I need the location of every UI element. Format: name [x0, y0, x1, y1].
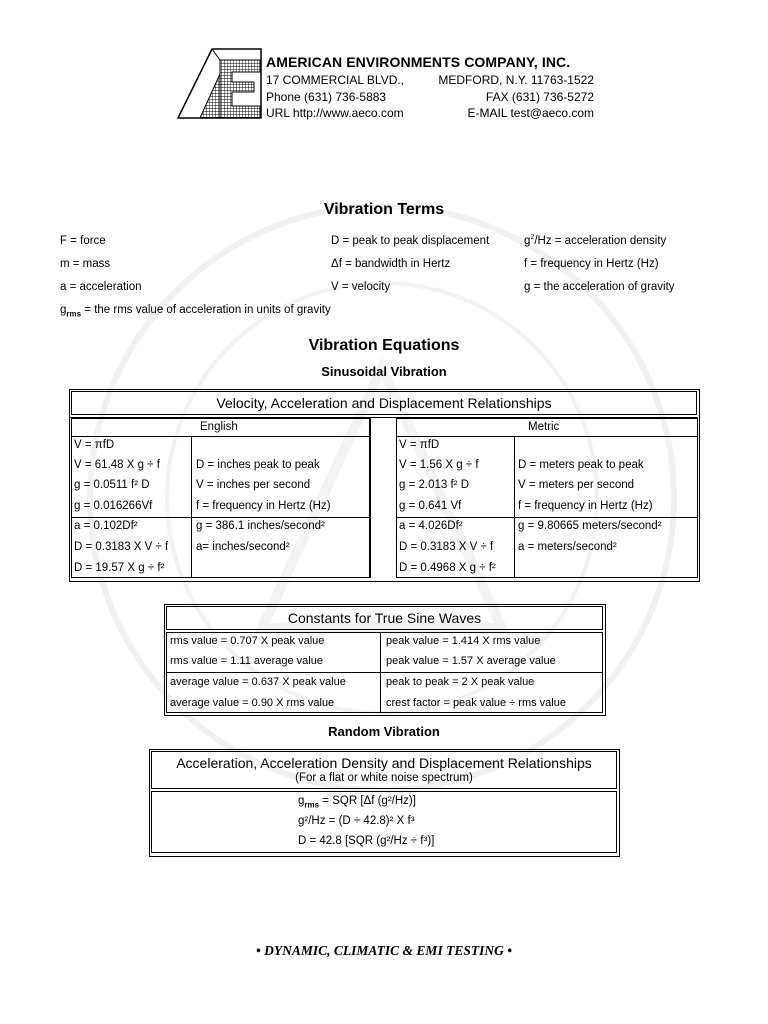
- metric-equation: D = 0.3183 X V ÷ f: [399, 541, 494, 553]
- term-grms: $g_{rms}$ = the rms value of acceleration in units of gravity: [60, 304, 331, 319]
- company-logo: [176, 48, 266, 120]
- english-block: [71, 418, 370, 578]
- random-vibration-heading: Random Vibration: [328, 724, 440, 739]
- english-definition: D = inches peak to peak: [196, 459, 320, 471]
- metric-equation: g = 2.013 f² D: [399, 479, 469, 491]
- address-city: MEDFORD, N.Y. 11763-1522: [438, 73, 594, 87]
- constant-right: peak value = 1.414 X rms value: [386, 635, 541, 647]
- company-name: AMERICAN ENVIRONMENTS COMPANY, INC.: [266, 54, 571, 70]
- constant-right: peak to peak = 2 X peak value: [386, 676, 535, 688]
- term-acceleration-density: $g^2/Hz$ = acceleration density: [524, 234, 667, 247]
- term-frequency: f = frequency in Hertz (Hz): [524, 258, 659, 270]
- sine-constants-table: [164, 604, 606, 716]
- fax-number: FAX (631) 736-5272: [485, 90, 594, 104]
- english-definition: f = frequency in Hertz (Hz): [196, 500, 331, 512]
- random-table-subtitle: (For a flat or white noise spectrum): [295, 772, 473, 784]
- address-street: 17 COMMERCIAL BLVD.,: [266, 73, 405, 87]
- address-line: [266, 73, 594, 87]
- sine-relationships-table: [69, 389, 700, 582]
- sine-table-title-box: [71, 391, 697, 415]
- english-definition: V = inches per second: [196, 479, 311, 491]
- english-equation: a = 0.102Df²: [74, 520, 138, 532]
- website-url: URL http://www.aeco.com: [266, 106, 404, 120]
- random-title-box: [151, 751, 617, 789]
- english-equation: g = 0.016266Vf: [74, 500, 153, 512]
- term-displacement: D = peak to peak displacement: [331, 235, 490, 247]
- metric-definition: f = frequency in Hertz (Hz): [518, 500, 653, 512]
- term-acceleration: a = acceleration: [60, 281, 142, 293]
- sinusoidal-heading: Sinusoidal Vibration: [321, 364, 447, 379]
- metric-definition: V = meters per second: [518, 479, 635, 491]
- constants-title: Constants for True Sine Waves: [287, 610, 482, 626]
- term-velocity: V = velocity: [331, 281, 391, 293]
- constant-left: average value = 0.90 X rms value: [170, 697, 335, 709]
- constant-left: rms value = 1.11 average value: [170, 655, 323, 667]
- metric-equation: a = 4.026Df²: [399, 520, 463, 532]
- metric-label: Metric: [528, 421, 560, 433]
- term-bandwidth: Δf = bandwidth in Hertz: [331, 258, 451, 270]
- footer-tagline: • DYNAMIC, CLIMATIC & EMI TESTING •: [256, 943, 512, 958]
- term-force: F = force: [60, 235, 106, 247]
- email-address: E-MAIL test@aeco.com: [467, 106, 594, 120]
- random-relationships-table: [149, 749, 620, 857]
- constant-left: rms value = 0.707 X peak value: [170, 635, 325, 647]
- vibration-equations-heading: Vibration Equations: [308, 337, 460, 354]
- random-eq-displacement: D = 42.8 [SQR (g²/Hz ÷ f³)]: [298, 835, 435, 847]
- english-equation: D = 0.3183 X V ÷ f: [74, 541, 169, 553]
- english-definition: a= inches/second²: [196, 541, 290, 553]
- sine-table-title: Velocity, Acceleration and Displacement Relationships: [216, 395, 552, 411]
- url-email-line: [266, 106, 594, 120]
- constant-right: crest factor = peak value ÷ rms value: [386, 697, 566, 709]
- english-equation: g = 0.0511 f² D: [74, 479, 150, 491]
- constant-right: peak value = 1.57 X average value: [386, 655, 556, 667]
- random-eq-grms: $g_{rms}$ = SQR [Δf (g²/Hz)]: [298, 795, 416, 810]
- phone-fax-line: [266, 90, 594, 104]
- metric-equation: V = 1.56 X g ÷ f: [399, 459, 479, 471]
- metric-definition: D = meters peak to peak: [518, 459, 644, 471]
- metric-block: [396, 418, 698, 578]
- term-mass: m = mass: [60, 258, 111, 270]
- random-eq-density: g²/Hz = (D ÷ 42.8)² X f³: [298, 815, 415, 827]
- metric-definition: g = 9.80665 meters/second²: [518, 520, 662, 532]
- random-table-title: Acceleration, Acceleration Density and Displacement Relationships: [176, 755, 592, 771]
- english-equation: V = 61.48 X g ÷ f: [74, 459, 160, 471]
- constants-title-box: [166, 606, 603, 630]
- metric-equation: D = 0.4968 X g ÷ f²: [399, 562, 496, 574]
- metric-definition: a = meters/second²: [518, 541, 617, 553]
- english-equation: V = πfD: [74, 439, 115, 451]
- metric-equation: g = 0.641 Vf: [399, 500, 462, 512]
- metric-equation: V = πfD: [399, 439, 440, 451]
- phone-number: Phone (631) 736-5883: [266, 90, 387, 104]
- vibration-terms-heading: Vibration Terms: [323, 201, 445, 218]
- english-label: English: [200, 421, 238, 433]
- constant-left: average value = 0.637 X peak value: [170, 676, 346, 688]
- english-definition: g = 386.1 inches/second²: [196, 520, 325, 532]
- english-equation: D = 19.57 X g ÷ f²: [74, 562, 165, 574]
- term-gravity: g = the acceleration of gravity: [524, 281, 675, 293]
